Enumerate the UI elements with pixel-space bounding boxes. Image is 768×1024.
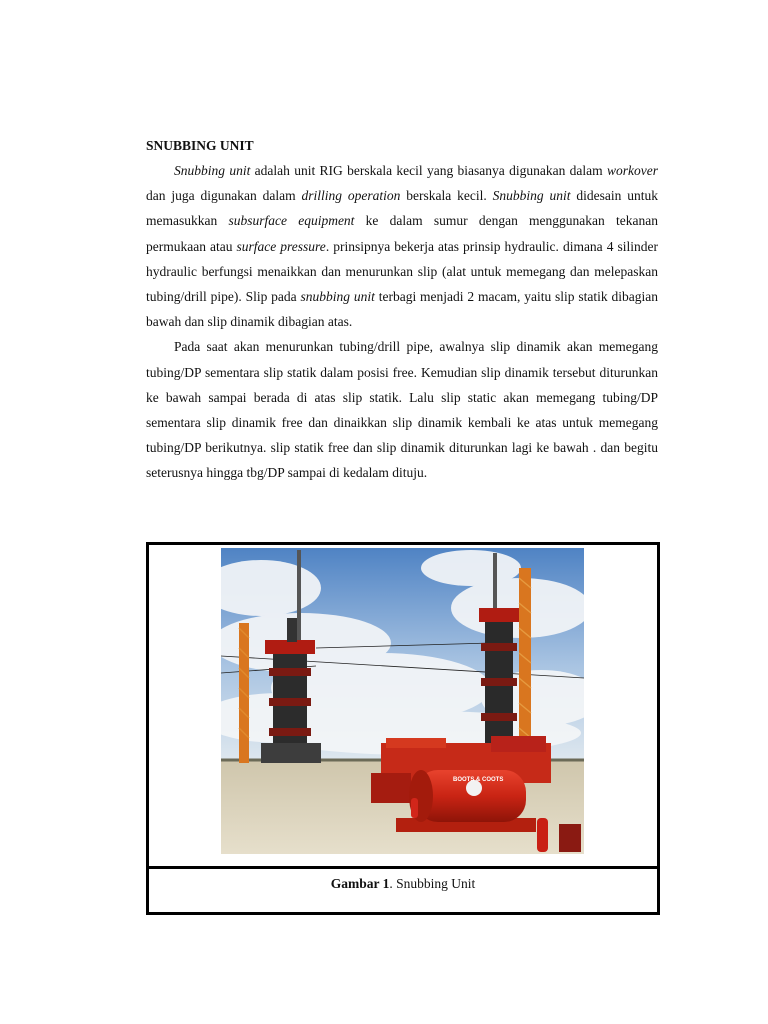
text-run: berskala kecil.: [400, 188, 493, 204]
text-run: ke dalam sumur dengan menggunakan tekanan permukaan atau: [146, 213, 658, 254]
text-run: adalah unit RIG berskala kecil yang biasanya digunakan dalam: [250, 163, 607, 178]
italic-term: Snubbing unit: [492, 188, 571, 204]
text-run: didesain untuk memasukkan: [146, 188, 658, 229]
text-run: . prinsipnya bekerja atas prinsip hydraulic. dimana 4 silinder hydraulic berfungsi menaikkan dan menurunkan slip (alat untuk memegang dan melepaskan tubing/drill pipe). Slip pada: [146, 238, 658, 305]
section-heading: SNUBBING UNIT: [146, 138, 254, 153]
italic-term: drilling operation: [301, 188, 401, 204]
figure-box: [146, 542, 660, 915]
document-body: [146, 136, 658, 486]
italic-term: workover: [607, 163, 658, 178]
paragraph-1: [146, 158, 658, 334]
text-run: dan juga digunakan dalam: [146, 188, 302, 204]
italic-term: Snubbing unit: [174, 163, 251, 178]
italic-term: subsurface equipment: [228, 213, 355, 229]
italic-term: surface pressure: [236, 238, 326, 254]
paragraph-2: Pada saat akan menurunkan tubing/drill pipe, awalnya slip dinamik akan memegang tubing/DP sementara slip statik dalam posisi free. Kemudian slip dinamik tersebut diturunkan ke bawah sampai berada di atas slip statik. Lalu slip static akan memegang tubing/DP sementara slip dinamik free dan dinaikkan slip dinamik kembali ke atas untuk memegang tubing/DP berikutnya. slip statik free dan slip dinamik diturunkan lagi ke bawah . dan begitu seterusnya hingga tbg/DP sampai di kedalam dituju.: [146, 339, 658, 481]
text-run: terbagi menjadi 2 macam, yaitu slip statik dibagian bawah dan slip dinamik dibagian atas.: [146, 289, 658, 330]
caption-label: Gambar 1: [330, 876, 390, 891]
tank-label: BOOTS & COOTS: [453, 777, 504, 783]
figure-photo-cell: [149, 545, 657, 869]
snubbing-unit-photo: [221, 548, 584, 854]
caption-text: . Snubbing Unit: [389, 876, 476, 891]
figure-caption: [149, 869, 657, 912]
italic-term: snubbing unit: [300, 289, 375, 305]
